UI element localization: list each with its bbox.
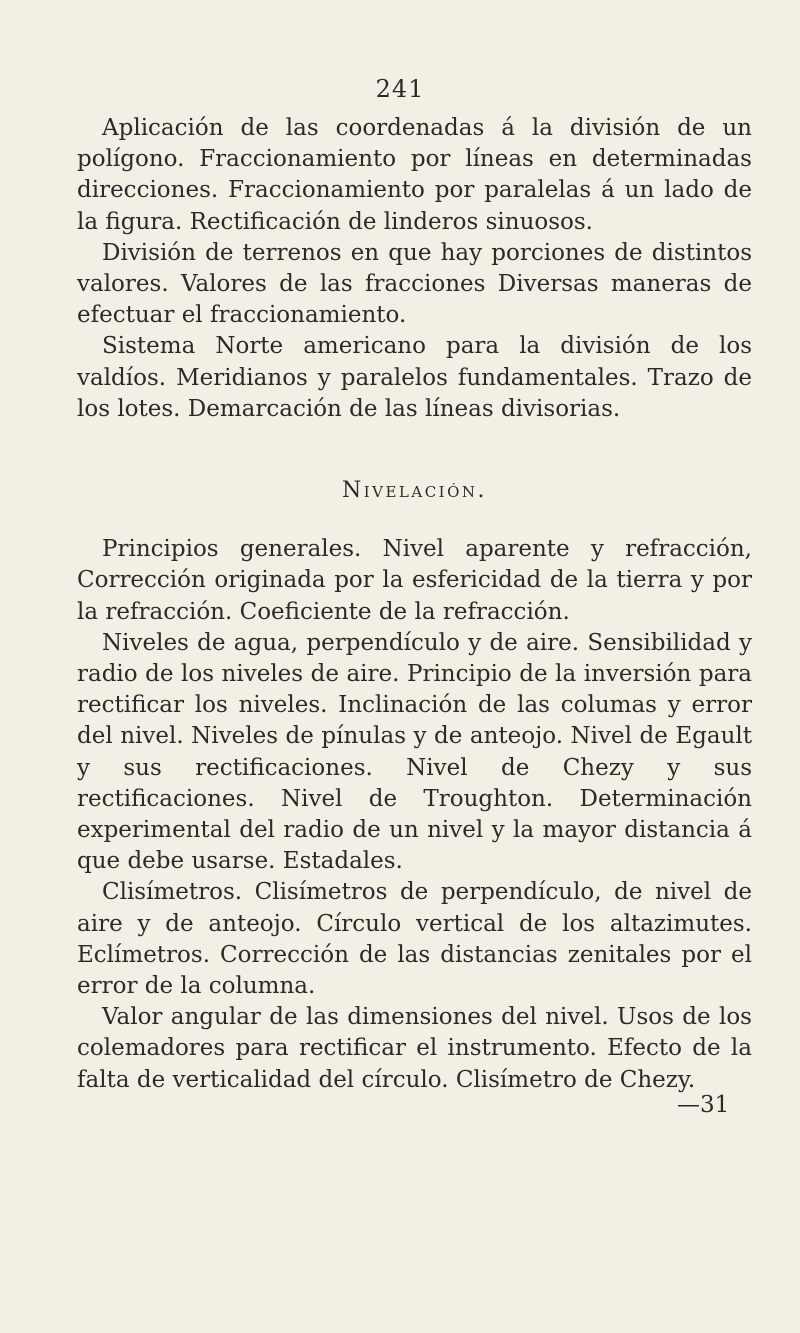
paragraph: Principios generales. Nivel aparente y refracción, Corrección originada por la esfericidad de la tierra y por la refracción. Coeficiente de la refracción. [77, 536, 752, 625]
page-number: 241 [375, 75, 425, 103]
paragraph: Aplicación de las coordenadas á la división de un polígono. Fraccionamiento por líneas en determinadas direcciones. Fraccionamiento por paralelas á un lado de la figura. Rectificación de linderos sinuosos. [77, 115, 752, 235]
paragraph: División de terrenos en que hay porciones de distintos valores. Valores de las fracciones Diversas maneras de efectuar el fraccionamiento. [77, 239, 752, 329]
paragraph: Sistema Norte americano para la división de los valdíos. Meridianos y paralelos fundamentales. Trazo de los lotes. Demarcación de las líneas divisorias. [77, 333, 752, 422]
paragraph: Niveles de agua, perpendículo y de aire. Sensibilidad y radio de los niveles de aire. Principio de la inversión para rectificar los niveles. Inclinación de las columas y error del nivel. Niveles de pínulas y de anteojo. Nivel de Egault y sus rectificaciones. Nivel de Chezy y sus rectificaciones. Nivel de Troughton. Determinación experimental del radio de un nivel y la mayor distancia á que debe usarse. Estadales. [77, 629, 752, 875]
body-text [77, 113, 752, 1096]
paragraph: Clisímetros. Clisímetros de perpendículo, de nivel de aire y de anteojo. Círculo vertical de los altazimutes. Eclímetros. Corrección de las distancias zenitales por el error de la columna. [77, 879, 752, 1000]
signature-mark: —31 [677, 1092, 730, 1118]
section-heading: Nivelación. [341, 478, 488, 504]
paragraph: Valor angular de las dimensiones del nivel. Usos de los colemadores para rectificar el instrumento. Efecto de la falta de verticalidad del círculo. Clisímetro de Chezy. [77, 1004, 752, 1093]
